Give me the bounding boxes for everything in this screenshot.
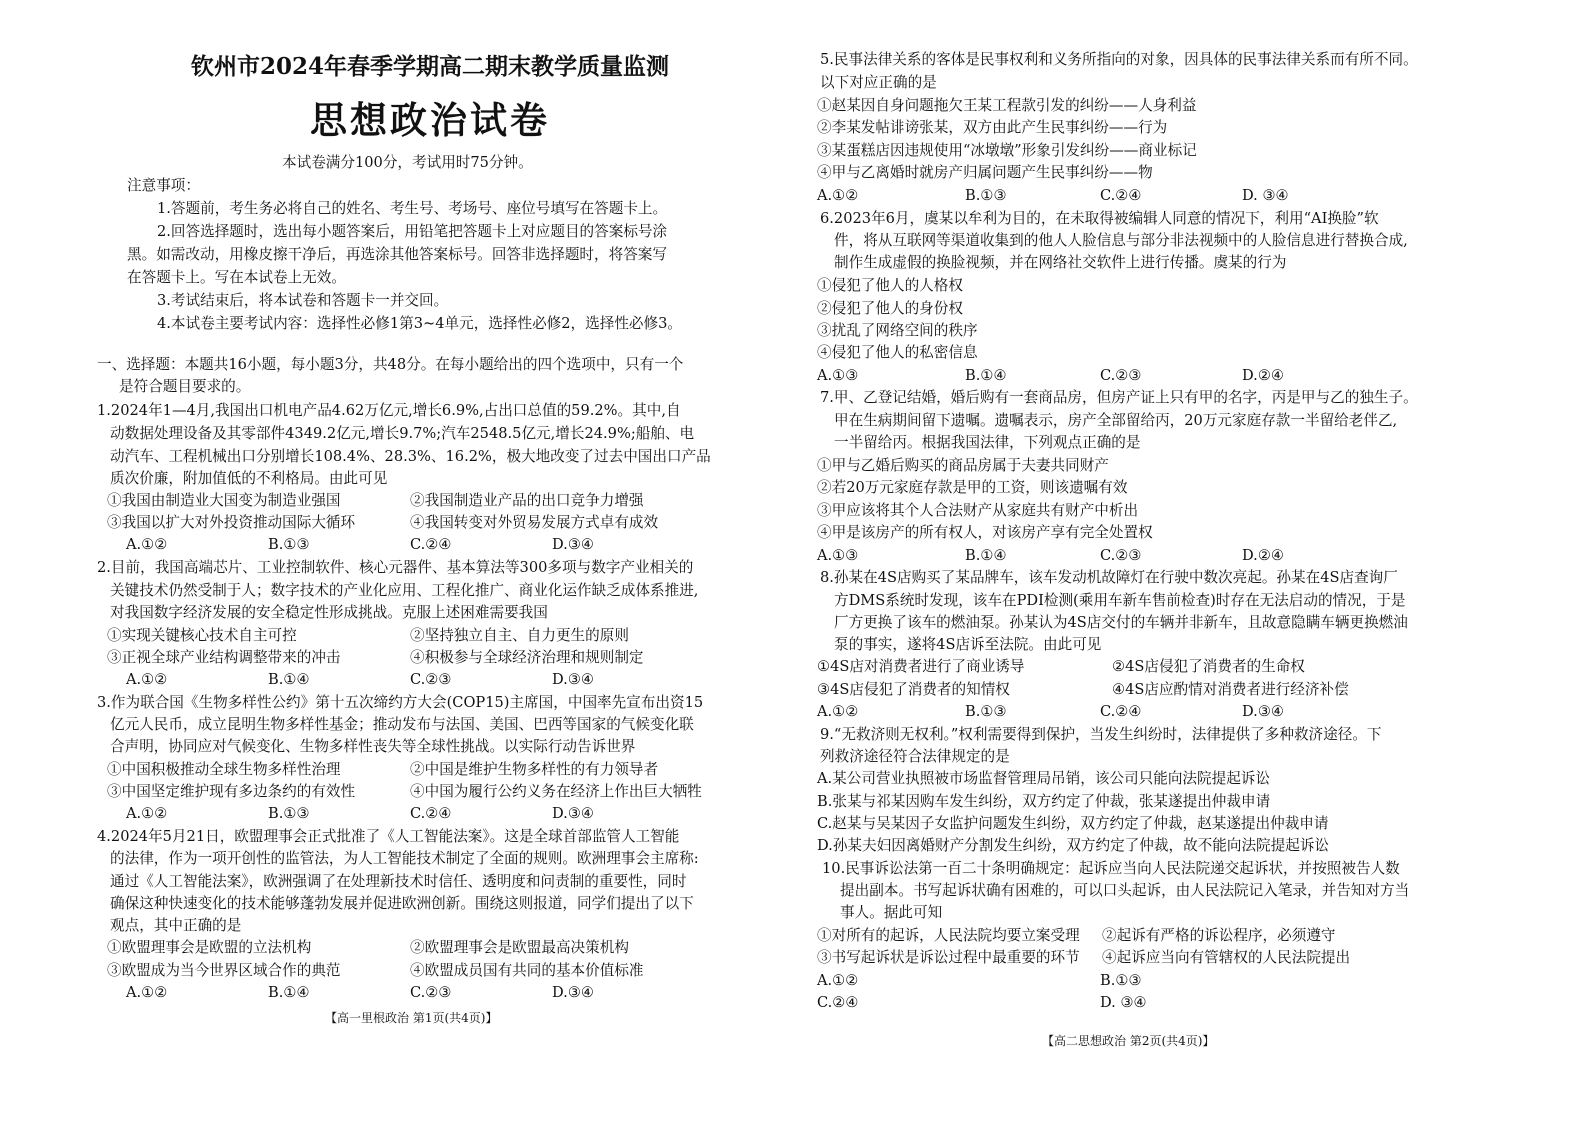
notice-title: 注意事项： (127, 177, 200, 194)
section-heading: 一、选择题：本题共16小题，每小题3分，共48分。在每小题给出的四个选项中，只有一个 (97, 356, 684, 373)
question-10-stem: 10.民事诉讼法第一百二十条明确规定：起诉应当向人民法院递交起诉状，并按照被告人数 (822, 860, 1400, 877)
question-3-stem: 合声明，协同应对气候变化、生物多样性丧失等全球性挑战。以实际行动告诉世界 (110, 738, 636, 755)
statement: ③欧盟成为当今世界区域合作的典范 (107, 962, 341, 979)
statement: ③中国坚定维护现有多边条约的有效性 (107, 783, 356, 800)
question-4-stem: 的法律，作为一项开创性的监管法，为人工智能技术制定了全面的规则。欧洲理事会主席称: (110, 850, 699, 867)
question-7-stem: 甲在生病期间留下遗嘱。遗嘱表示，房产全部留给丙，20万元家庭存款一半留给老伴乙, (834, 412, 1398, 429)
option-a: A.①② (126, 805, 168, 822)
statement: ④欧盟成员国有共同的基本价值标准 (410, 962, 644, 979)
option-b: B.①③ (268, 536, 310, 553)
statement: ④侵犯了他人的私密信息 (817, 344, 978, 361)
statement: ②起诉有严格的诉讼程序，必须遵守 (1102, 927, 1336, 944)
option-c: C.②③ (410, 984, 452, 1001)
notice-line: 1.答题前，考生务必将自己的姓名、考生号、考场号、座位号填写在答题卡上。 (157, 200, 668, 217)
option-d: D.②④ (1242, 367, 1284, 384)
question-1-stem: 1.2024年1—4月,我国出口机电产品4.62万亿元,增长6.9%,占出口总值的59.2%。其中,自 (97, 402, 681, 419)
section-heading: 是符合题目要求的。 (119, 378, 251, 395)
statement: ①对所有的起诉，人民法院均要立案受理 (817, 927, 1080, 944)
statement: ③某蛋糕店因违规使用“冰墩墩”形象引发纠纷——商业标记 (817, 142, 1197, 159)
statement: ④甲是该房产的所有权人，对该房产享有完全处置权 (817, 524, 1153, 541)
option-a: A.①② (817, 972, 859, 989)
statement: ②坚持独立自主、自力更生的原则 (410, 627, 629, 644)
question-1-stem: 动汽车、工程机械出口分别增长108.4%、28.3%、16.2%，极大地改变了过去中国出口产品 (110, 448, 711, 465)
statement: ②我国制造业产品的出口竞争力增强 (410, 492, 644, 509)
question-3-stem: 3.作为联合国《生物多样性公约》第十五次缔约方大会(COP15)主席国，中国率先宣布出资15 (97, 694, 704, 711)
option-c: C.②③ (410, 671, 452, 688)
statement: ②欧盟理事会是欧盟最高决策机构 (410, 939, 629, 956)
page-footer-right: 【高二思想政治 第2页(共4页)】 (1042, 1034, 1215, 1048)
option-d: D. ③④ (1100, 994, 1147, 1011)
question-4-stem: 通过《人工智能法案》，欧洲强调了在处理新技术时信任、透明度和问责制的重要性，同时 (110, 873, 687, 890)
option-b: B.①③ (965, 703, 1007, 720)
question-4-stem: 4.2024年5月21日，欧盟理事会正式批准了《人工智能法案》。这是全球首部监管人工智能 (97, 828, 680, 845)
option-d: D.②④ (1242, 547, 1284, 564)
statement: ④4S店应酌情对消费者进行经济补偿 (1112, 681, 1349, 698)
statement: ④中国为履行公约义务在经济上作出巨大牺牲 (410, 783, 702, 800)
page-right (800, 0, 1586, 1121)
option-a: A.①③ (817, 547, 859, 564)
option-b: B.①④ (965, 547, 1007, 564)
page-left (0, 0, 790, 1121)
question-9-stem: 列救济途径符合法律规定的是 (820, 748, 1010, 765)
question-1-stem: 动数据处理设备及其零部件4349.2亿元,增长9.7%;汽车2548.5亿元,增长24.9%;船舶、电 (110, 425, 695, 442)
exam-subject-title: 思想政治试卷 (310, 98, 550, 142)
statement: ④积极参与全球经济治理和规则制定 (410, 649, 644, 666)
statement: ②4S店侵犯了消费者的生命权 (1112, 658, 1305, 675)
question-3-stem: 亿元人民币，成立昆明生物多样性基金；推动发布与法国、美国、巴西等国家的气候变化联 (110, 716, 694, 733)
option-c: C.赵某与吴某因子女监护问题发生纠纷，双方约定了仲裁，赵某遂提出仲裁申请 (817, 815, 1329, 832)
exam-info: 本试卷满分100分，考试用时75分钟。 (282, 154, 533, 171)
question-8-stem: 方DMS系统时发现，该车在PDI检测(乘用车新车售前检查)时存在无法启动的情况，于是 (834, 592, 1406, 609)
option-a: A.①② (126, 671, 168, 688)
option-a: A.①③ (817, 367, 859, 384)
notice-line: 在答题卡上。写在本试卷上无效。 (127, 269, 346, 286)
option-b: B.①④ (268, 671, 310, 688)
option-b: B.①④ (965, 367, 1007, 384)
notice-line: 黑。如需改动，用橡皮擦干净后，再选涂其他答案标号。回答非选择题时，将答案写 (127, 246, 667, 263)
question-8-stem: 8.孙某在4S店购买了某品牌车，该车发动机故障灯在行驶中数次亮起。孙某在4S店查询厂 (820, 569, 1398, 586)
option-d: D. ③④ (1242, 187, 1289, 204)
option-a: A.①② (817, 187, 859, 204)
option-b: B.①③ (1100, 972, 1142, 989)
statement: ①我国由制造业大国变为制造业强国 (107, 492, 341, 509)
statement: ③4S店侵犯了消费者的知情权 (817, 681, 1010, 698)
option-c: C.②③ (1100, 367, 1142, 384)
statement: ①甲与乙婚后购买的商品房属于夫妻共同财产 (817, 457, 1109, 474)
question-10-stem: 提出副本。书写起诉状确有困难的，可以口头起诉，由人民法院记入笔录，并告知对方当 (840, 882, 1410, 899)
option-a: A.某公司营业执照被市场监督管理局吊销，该公司只能向法院提起诉讼 (817, 770, 1270, 787)
notice-line: 3.考试结束后，将本试卷和答题卡一并交回。 (157, 292, 449, 309)
question-2-stem: 对我国数字经济发展的安全稳定性形成挑战。克服上述困难需要我国 (110, 604, 548, 621)
question-6-stem: 6.2023年6月，虞某以牟利为目的，在未取得被编辑人同意的情况下，利用“AI换脸”软 (820, 210, 1379, 227)
statement: ①欧盟理事会是欧盟的立法机构 (107, 939, 312, 956)
question-6-stem: 制作生成虚假的换脸视频，并在网络社交软件上进行传播。虞某的行为 (834, 254, 1287, 271)
statement: ④我国转变对外贸易发展方式卓有成效 (410, 514, 659, 531)
option-b: B.①④ (268, 984, 310, 1001)
option-a: A.①② (126, 536, 168, 553)
option-c: C.②③ (1100, 547, 1142, 564)
option-d: D.③④ (1242, 703, 1284, 720)
option-a: A.①② (126, 984, 168, 1001)
question-10-stem: 事人。据此可知 (840, 904, 943, 921)
page-footer-left: 【高一里根政治 第1页(共4页)】 (325, 1011, 498, 1025)
option-a: A.①② (817, 703, 859, 720)
question-6-stem: 件，将从互联网等渠道收集到的他人人脸信息与部分非法视频中的人脸信息进行替换合成, (834, 232, 1408, 249)
option-b: B.①③ (965, 187, 1007, 204)
option-c: C.②④ (410, 536, 452, 553)
option-d: D.③④ (552, 984, 594, 1001)
option-d: D.③④ (552, 805, 594, 822)
notice-line: 2.回答选择题时，选出每小题答案后，用铅笔把答题卡上对应题目的答案标号涂 (157, 223, 668, 240)
question-5-stem: 5.民事法律关系的客体是民事权利和义务所指向的对象，因具体的民事法律关系而有所不同。 (820, 51, 1418, 68)
statement: ③书写起诉状是诉讼过程中最重要的环节 (817, 949, 1080, 966)
question-8-stem: 厂方更换了该车的燃油泵。孙某认为4S店交付的车辆并非新车，且故意隐瞒车辆更换燃油 (834, 614, 1408, 631)
question-8-stem: 泵的事实，遂将4S店诉至法院。由此可见 (834, 636, 1102, 653)
statement: ③扰乱了网络空间的秩序 (817, 322, 978, 339)
question-2-stem: 2.目前，我国高端芯片、工业控制软件、核心元器件、基本算法等300多项与数字产业相关的 (97, 559, 694, 576)
statement: ①4S店对消费者进行了商业诱导 (817, 658, 1025, 675)
option-d: D.孙某夫妇因离婚财产分割发生纠纷，双方约定了仲裁，故不能向法院提起诉讼 (817, 837, 1330, 854)
statement: ①侵犯了他人的人格权 (817, 277, 963, 294)
question-1-stem: 质次价廉，附加值低的不利格局。由此可见 (110, 470, 388, 487)
statement: ③我国以扩大对外投资推动国际大循环 (107, 514, 356, 531)
question-9-stem: 9.“无救济则无权利。”权利需要得到保护，当发生纠纷时，法律提供了多种救济途径。下 (820, 726, 1382, 743)
statement: ①实现关键核心技术自主可控 (107, 627, 297, 644)
option-c: C.②④ (1100, 703, 1142, 720)
statement: ③正视全球产业结构调整带来的冲击 (107, 649, 341, 666)
question-4-stem: 观点，其中正确的是 (110, 917, 242, 934)
option-c: C.②④ (1100, 187, 1142, 204)
question-7-stem: 7.甲、乙登记结婚，婚后购有一套商品房，但房产证上只有甲的名字，丙是甲与乙的独生子。 (820, 389, 1418, 406)
notice-line: 4.本试卷主要考试内容：选择性必修1第3~4单元，选择性必修2，选择性必修3。 (157, 315, 682, 332)
option-b: B.张某与祁某因购车发生纠纷，双方约定了仲裁，张某遂提出仲裁申请 (817, 793, 1271, 810)
option-b: B.①③ (268, 805, 310, 822)
question-2-stem: 关键技术仍然受制于人；数字技术的产业化应用、工程化推广、商业化运作缺乏成体系推进, (110, 582, 699, 599)
statement: ④起诉应当向有管辖权的人民法院提出 (1102, 949, 1351, 966)
question-5-stem: 以下对应正确的是 (820, 74, 937, 91)
statement: ③甲应该将其个人合法财产从家庭共有财产中析出 (817, 502, 1139, 519)
statement: ②中国是维护生物多样性的有力领导者 (410, 761, 659, 778)
statement: ①赵某因自身问题拖欠王某工程款引发的纠纷——人身利益 (817, 97, 1197, 114)
statement: ②若20万元家庭存款是甲的工资，则该遗嘱有效 (817, 479, 1128, 496)
statement: ②侵犯了他人的身份权 (817, 300, 963, 317)
statement: ④甲与乙离婚时就房产归属问题产生民事纠纷——物 (817, 164, 1153, 181)
option-c: C.②④ (410, 805, 452, 822)
question-7-stem: 一半留给丙。根据我国法律，下列观点正确的是 (834, 434, 1141, 451)
question-4-stem: 确保这种快速变化的技术能够蓬勃发展并促进欧洲创新。围绕这则报道，同学们提出了以下 (110, 895, 694, 912)
statement: ①中国积极推动全球生物多样性治理 (107, 761, 341, 778)
option-c: C.②④ (817, 994, 859, 1011)
option-d: D.③④ (552, 536, 594, 553)
option-d: D.③④ (552, 671, 594, 688)
statement: ②李某发帖诽谤张某，双方由此产生民事纠纷——行为 (817, 119, 1168, 136)
exam-title: 钦州市2024年春季学期高二期末教学质量监测 (190, 53, 669, 80)
